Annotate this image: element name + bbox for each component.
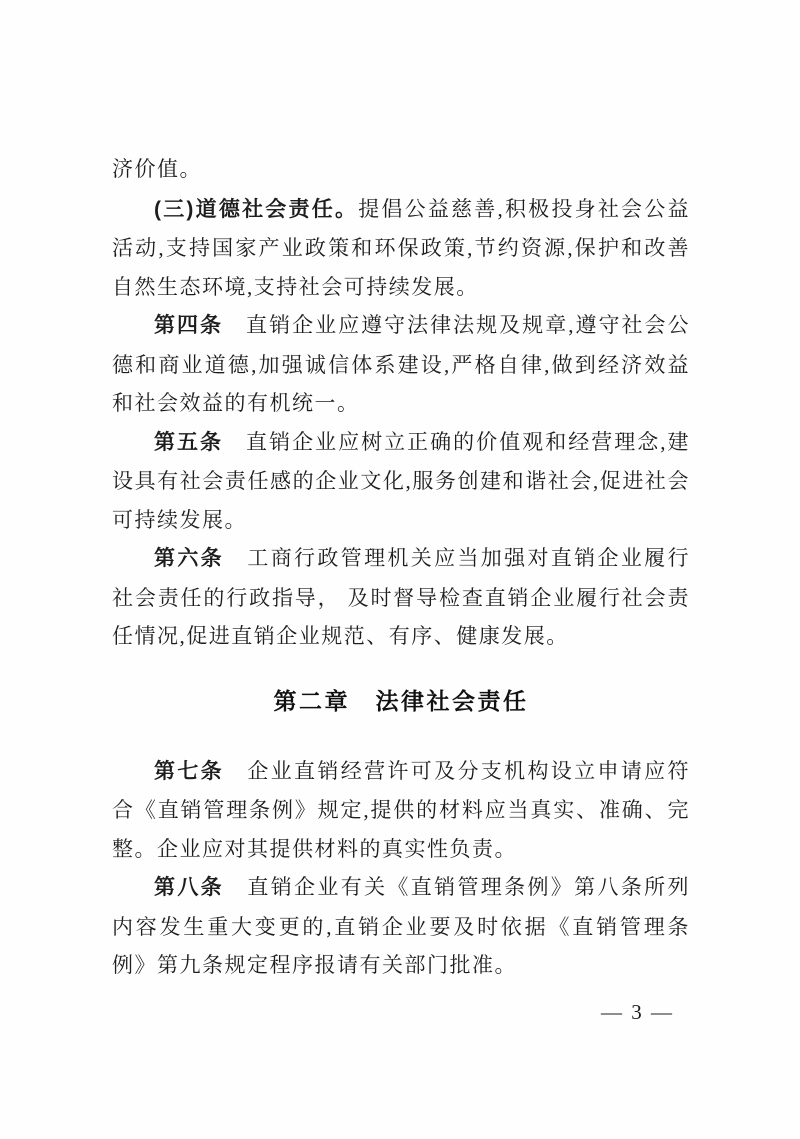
paragraph-article-7 <box>112 752 690 869</box>
paragraph-article-8 <box>112 868 690 985</box>
document-body <box>112 150 690 985</box>
paragraph-moral-responsibility <box>112 190 690 307</box>
paragraph-continuation <box>112 150 690 190</box>
article-7-number: 第七条 <box>154 759 225 783</box>
article-5-number: 第五条 <box>154 430 224 454</box>
paragraph-text: 企业直销经营许可及分支机构设立申请应符合《直销管理条例》规定,提供的材料应当真实、准确、完整。企业应对其提供材料的真实性负责。 <box>112 758 691 861</box>
paragraph-text: 直销企业有关《直销管理条例》第八条所列内容发生重大变更的,直销企业要及时依据《直销管理条例》第九条规定程序报请有关部门批准。 <box>112 875 691 977</box>
paragraph-text: 提倡公益慈善,积极投身社会公益活动,支持国家产业政策和环保政策,节约资源,保护和改善自然生态环境,支持社会可持续发展。 <box>112 196 690 299</box>
article-6-number: 第六条 <box>154 547 225 570</box>
page-number: — 3 — <box>601 1000 674 1024</box>
paragraph-text: 工商行政管理机关应当加强对直销企业履行社会责任的行政指导， 及时督导检查直销企业履行社会责任情况,促进直销企业规范、有序、健康发展。 <box>112 546 691 648</box>
chapter-2-heading: 第二章 法律社会责任 <box>273 687 529 714</box>
article-4-number: 第四条 <box>154 314 224 337</box>
paragraph-article-6 <box>112 539 690 656</box>
paragraph-text: 直销企业应遵守法律法规及规章,遵守社会公德和商业道德,加强诚信体系建设,严格自律,做到经济效益和社会效益的有机统一。 <box>112 313 691 415</box>
paragraph-article-5 <box>112 423 690 540</box>
article-8-number: 第八条 <box>154 876 225 899</box>
paragraph-text: 直销企业应树立正确的价值观和经营理念,建设具有社会责任感的企业文化,服务创建和谐社会,促进社会可持续发展。 <box>112 429 691 532</box>
paragraph-article-4 <box>112 306 690 423</box>
paragraph-text: 济价值。 <box>112 157 202 181</box>
item-3-lead: (三)道德社会责任。 <box>154 197 359 221</box>
